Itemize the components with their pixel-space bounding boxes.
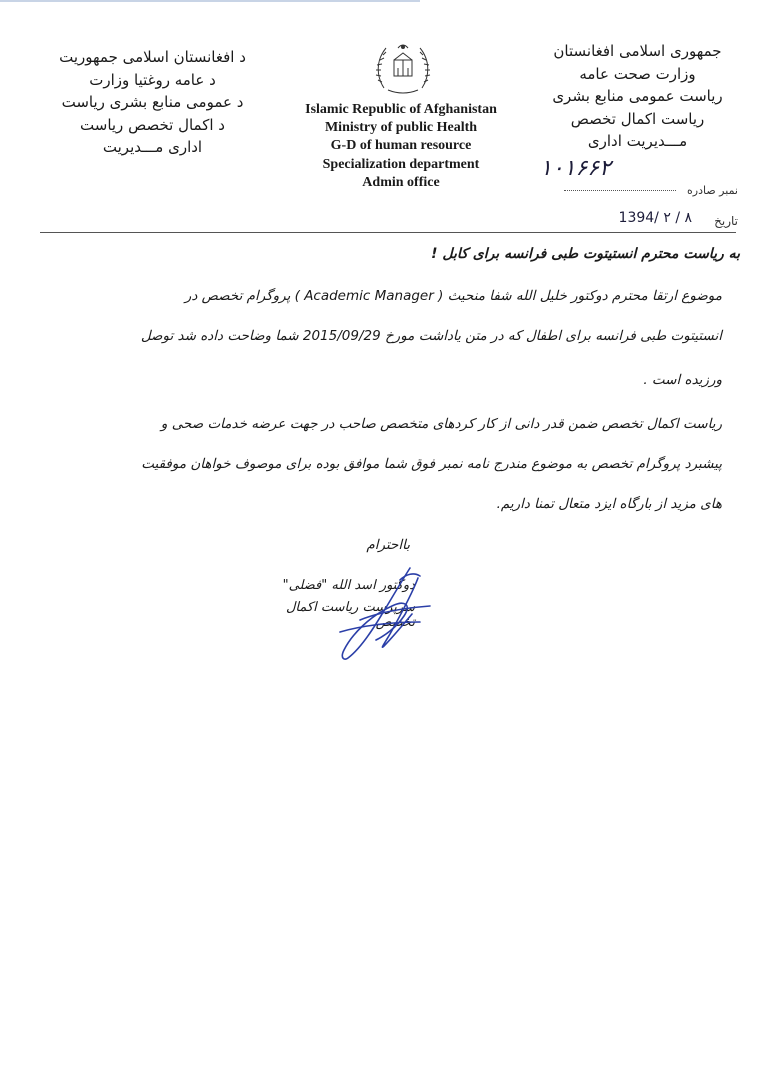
pashto-letterhead (40, 46, 265, 159)
dari-letterhead (530, 40, 745, 153)
dari-line: جمهوری اسلامی افغانستان (553, 42, 722, 60)
english-line: Islamic Republic of Afghanistan (305, 102, 497, 117)
pashto-line: د عمومی منابع بشری ریاست (61, 93, 244, 111)
letter-body-line: انستیتوت طبی فرانسه برای اطفال که در متن یاداشت مورخ 2015/09/29 شما وضاحت داده شد توصل (140, 328, 722, 344)
pashto-line: د اکمال تخصص ریاست (80, 115, 225, 134)
english-line: Ministry of public Health (324, 120, 478, 136)
handwritten-signature (300, 560, 460, 670)
letter-addressee: به ریاست محترم انستیتوت طبی فرانسه برای کابل ! (431, 246, 740, 262)
date-row (520, 208, 738, 232)
date-label: تاریخ (714, 214, 738, 228)
english-line: Admin office (362, 174, 440, 190)
header-divider (40, 232, 736, 233)
reference-number: ۱۰۱۶۶۲ (540, 156, 611, 181)
letter-closing: بااحترام (366, 537, 410, 553)
letter-body-line: موضوع ارتقا محترم دوکتور خلیل الله شفا منحیث ( Academic Manager ) پروگرام تخصص در (184, 288, 722, 304)
date-value: 1394/ ۲ / ۸ (618, 210, 692, 226)
english-line: Specialization department (322, 156, 480, 172)
english-line: G-D of human resource (330, 138, 472, 154)
letter-body-line: های مزید از بارگاه ایزد متعال تمنا داریم. (496, 496, 722, 512)
reference-label: نمبر صادره (687, 184, 738, 197)
dari-line: ریاست عمومی منابع بشری (552, 87, 723, 105)
dari-line: ریاست اکمال تخصص (570, 109, 705, 128)
pashto-line: اداری مـــدیریت (102, 138, 203, 156)
signatory-name: دوکتور اسد الله "فضلی" (282, 578, 415, 593)
pashto-line: د افغانستان اسلامی جمهوریت (59, 48, 246, 66)
dari-line: مـــدیریت اداری (587, 132, 688, 150)
letter-body-line: پیشبرد پروگرام تخصص به موضوع مندرج نامه نمبر فوق شما موافق بوده برای موصوف خواهان موفقیت (141, 456, 722, 472)
reference-number-row (500, 156, 738, 200)
signatory-title: سرپرست ریاست اکمال تخصص (285, 600, 415, 630)
letter-body-line: ریاست اکمال تخصص ضمن قدر دانی از کار کردهای متخصص صاحب در جهت عرضه خدمات صحی و (160, 416, 722, 432)
dari-line: وزارت صحت عامه (579, 64, 696, 83)
top-edge-rule (0, 0, 420, 2)
afghanistan-emblem-icon (372, 38, 434, 98)
reference-dotted-line (564, 190, 676, 191)
english-letterhead (290, 101, 512, 192)
pashto-line: د عامه روغتیا وزارت (89, 70, 216, 89)
letter-body-line: ورزیده است . (643, 372, 722, 388)
